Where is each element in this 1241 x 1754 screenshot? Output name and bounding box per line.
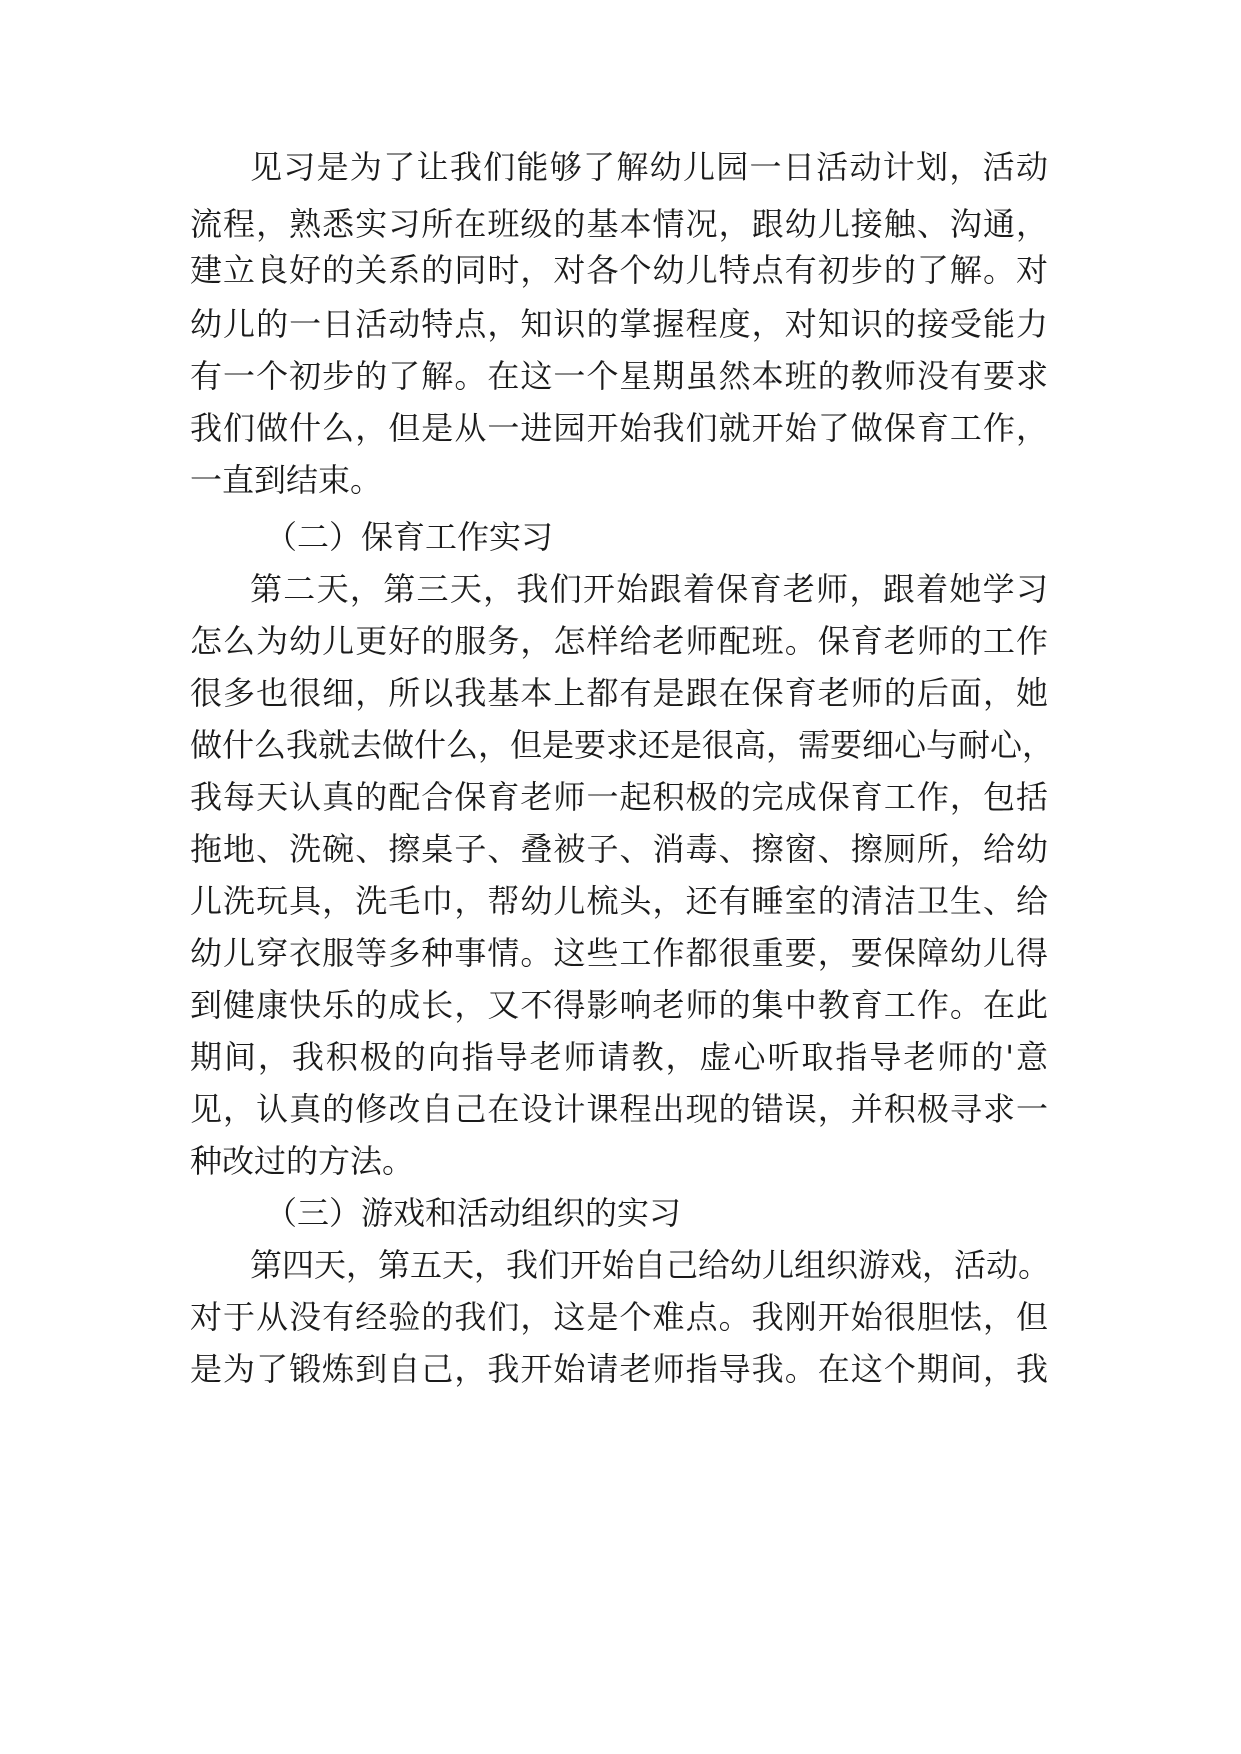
text-line: 对于从没有经验的我们，这是个难点。我刚开始很胆怯，但 <box>190 1298 1048 1336</box>
text-line: 建立良好的关系的同时，对各个幼儿特点有初步的了解。对 <box>190 251 1048 289</box>
text-line: 幼儿的一日活动特点，知识的掌握程度，对知识的接受能力 <box>190 305 1048 343</box>
text-line: 幼儿穿衣服等多种事情。这些工作都很重要，要保障幼儿得 <box>190 934 1048 972</box>
text-line: 儿洗玩具，洗毛巾，帮幼儿梳头，还有睡室的清洁卫生、给 <box>190 882 1048 920</box>
text-line: 到健康快乐的成长，又不得影响老师的集中教育工作。在此 <box>190 986 1048 1024</box>
text-line: 一直到结束。 <box>190 461 383 499</box>
text-line: 第二天，第三天，我们开始跟着保育老师，跟着她学习 <box>250 570 1048 608</box>
text-line: 怎么为幼儿更好的服务，怎样给老师配班。保育老师的工作 <box>190 622 1048 660</box>
text-line: 种改过的方法。 <box>190 1142 415 1180</box>
section-heading: （二）保育工作实习 <box>265 518 554 556</box>
text-line: 流程，熟悉实习所在班级的基本情况，跟幼儿接触、沟通， <box>190 205 1048 243</box>
text-line: 我们做什么，但是从一进园开始我们就开始了做保育工作， <box>190 409 1048 447</box>
text-line: 拖地、洗碗、擦桌子、叠被子、消毒、擦窗、擦厕所，给幼 <box>190 830 1048 868</box>
text-line: 做什么我就去做什么，但是要求还是很高，需要细心与耐心， <box>190 726 1055 764</box>
text-line: 很多也很细，所以我基本上都有是跟在保育老师的后面，她 <box>190 674 1048 712</box>
text-line: 期间，我积极的向指导老师请教，虚心听取指导老师的'意 <box>190 1038 1048 1076</box>
text-line: 有一个初步的了解。在这一个星期虽然本班的教师没有要求 <box>190 357 1048 395</box>
text-line: 第四天，第五天，我们开始自己给幼儿组织游戏，活动。 <box>250 1246 1051 1284</box>
text-line: 是为了锻炼到自己，我开始请老师指导我。在这个期间，我 <box>190 1350 1048 1388</box>
text-line: 我每天认真的配合保育老师一起积极的完成保育工作，包括 <box>190 778 1048 816</box>
text-line: 见习是为了让我们能够了解幼儿园一日活动计划，活动 <box>250 148 1048 186</box>
section-heading: （三）游戏和活动组织的实习 <box>265 1194 682 1232</box>
text-line: 见，认真的修改自己在设计课程出现的错误，并积极寻求一 <box>190 1090 1048 1128</box>
